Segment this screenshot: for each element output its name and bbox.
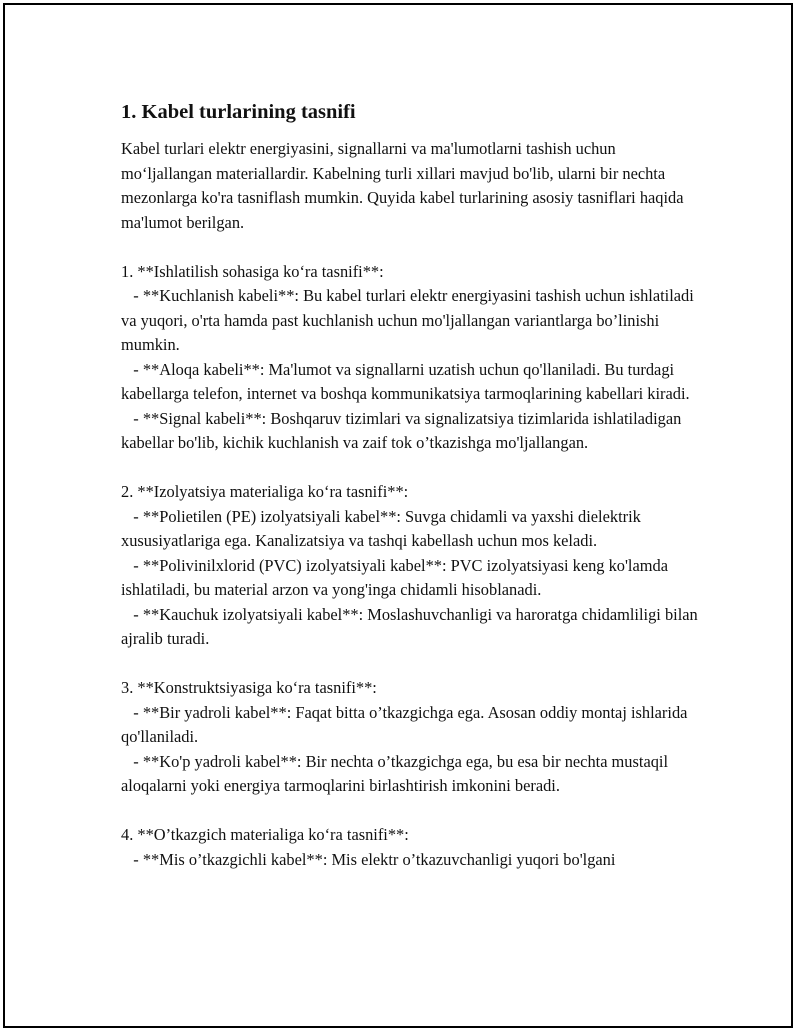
- spacer: [121, 456, 701, 481]
- section-title: 4. **O’tkazgich materialiga ko‘ra tasnifi**:: [121, 825, 409, 844]
- section-title: 2. **Izolyatsiya materialiga ko‘ra tasnifi**:: [121, 482, 409, 501]
- spacer: [121, 652, 701, 677]
- list-item: - **Aloqa kabeli**: Ma'lumot va signallarni uzatish uchun qo'llaniladi. Bu turdagi kabellarga telefon, internet va boshqa kommunikatsiya tarmoqlarining kabellari kiradi.: [121, 359, 690, 403]
- section-4: [121, 823, 701, 872]
- list-item: - **Polivinilxlorid (PVC) izolyatsiyali kabel**: PVC izolyatsiyasi keng ko'lamda ishlatiladi, bu material arzon va yong'inga chidamli hisoblanadi.: [121, 555, 673, 599]
- list-item: - **Signal kabeli**: Boshqaruv tizimlari va signalizatsiya tizimlarida ishlatiladigan kabellar bo'lib, kichik kuchlanish va zaif tok o’tkazishga mo'ljallangan.: [121, 408, 686, 452]
- spacer: [121, 235, 701, 260]
- spacer: [121, 799, 701, 824]
- section-1: [121, 260, 701, 456]
- list-item: - **Bir yadroli kabel**: Faqat bitta o’tkazgichga ega. Asosan oddiy montaj ishlarida qo'llaniladi.: [121, 702, 692, 746]
- section-title: 1. **Ishlatilish sohasiga ko‘ra tasnifi**:: [121, 261, 384, 281]
- list-item: - **Polietilen (PE) izolyatsiyali kabel**: Suvga chidamli va yaxshi dielektrik xususiyatlariga ega. Kanalizatsiya va tashqi kabellash uchun mos keladi.: [121, 506, 645, 550]
- list-item: - **Mis o’tkazgichli kabel**: Mis elektr o’tkazuvchanligi yuqori bo'lgani: [121, 849, 616, 869]
- section-title: 3. **Konstruktsiyasiga ko‘ra tasnifi**:: [121, 678, 377, 697]
- list-item: - **Kauchuk izolyatsiyali kabel**: Moslashuvchanligi va haroratga chidamliligi bilan ajralib turadi.: [121, 604, 702, 648]
- section-2: [121, 480, 701, 652]
- list-item: - **Kuchlanish kabeli**: Bu kabel turlari elektr energiyasini tashish uchun ishlatiladi va yuqori, o'rta hamda past kuchlanish uchun mo'ljallangan variantlarga bo’linishi mumkin.: [121, 286, 698, 354]
- intro-paragraph: Kabel turlari elektr energiyasini, signallarni va ma'lumotlarni tashish uchun mo‘ljallangan materiallardir. Kabelning turli xillari mavjud bo'lib, ularni bir nechta mezonlarga ko'ra tasniflash mumkin. Quyida kabel turlarining asosiy tasniflari haqida ma'lumot berilgan.: [121, 139, 684, 232]
- document-page: [3, 3, 793, 1028]
- section-3: [121, 676, 701, 799]
- document-content: [121, 97, 701, 872]
- list-item: - **Ko'p yadroli kabel**: Bir nechta o’tkazgichga ega, bu esa bir nechta mustaqil aloqalarni yoki energiya tarmoqlarini birlashtirish imkonini beradi.: [121, 751, 673, 795]
- page-title: 1. Kabel turlarining tasnifi: [121, 101, 356, 123]
